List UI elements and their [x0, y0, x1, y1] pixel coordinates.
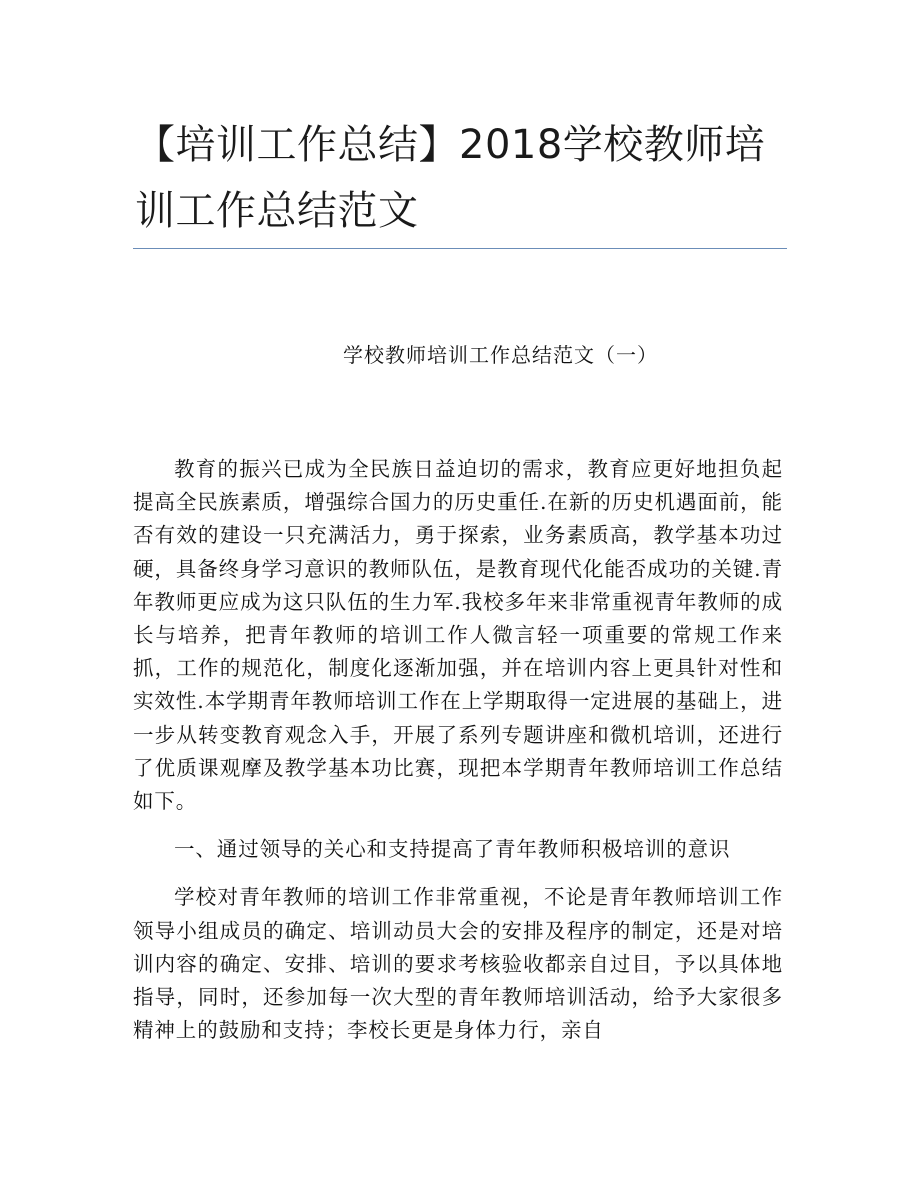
body-paragraph: 教育的振兴已成为全民族日益迫切的需求，教育应更好地担负起提高全民族素质，增强综合国力的历史重任.在新的历史机遇面前，能否有效的建设一只充满活力，勇于探索，业务素质高，教学基本功过硬，具备终身学习意识的教师队伍，是教育现代化能否成功的关键.青年教师更应成为这只队伍的生力军.我校多年来非常重视青年教师的成长与培养，把青年教师的培训工作人微言轻一项重要的常规工作来抓，工作的规范化，制度化逐渐加强，并在培训内容上更具针对性和实效性.本学期青年教师培训工作在上学期取得一定进展的基础上，进一步从转变教育观念入手，开展了系列专题讲座和微机培训，还进行了优质课观摩及教学基本功比赛，现把本学期青年教师培训工作总结如下。	[133, 457, 783, 814]
document-subtitle: 学校教师培训工作总结范文（一）	[343, 343, 658, 367]
document-body	[133, 453, 783, 1062]
body-paragraph: 学校对青年教师的培训工作非常重视，不论是青年教师培训工作领导小组成员的确定、培训动员大会的安排及程序的制定，还是对培训内容的确定、安排、培训的要求考核验收都亲自过目，予以具体地指导，同时，还参加每一次大型的青年教师培训活动，给予大家很多精神上的鼓励和支持；李校长更是身体力行，亲自	[133, 885, 783, 1043]
section-heading: 一、通过领导的关心和支持提高了青年教师积极培训的意识	[174, 837, 731, 862]
title-divider	[133, 248, 787, 249]
page-title: 【培训工作总结】2018学校教师培训工作总结范文	[135, 122, 766, 234]
